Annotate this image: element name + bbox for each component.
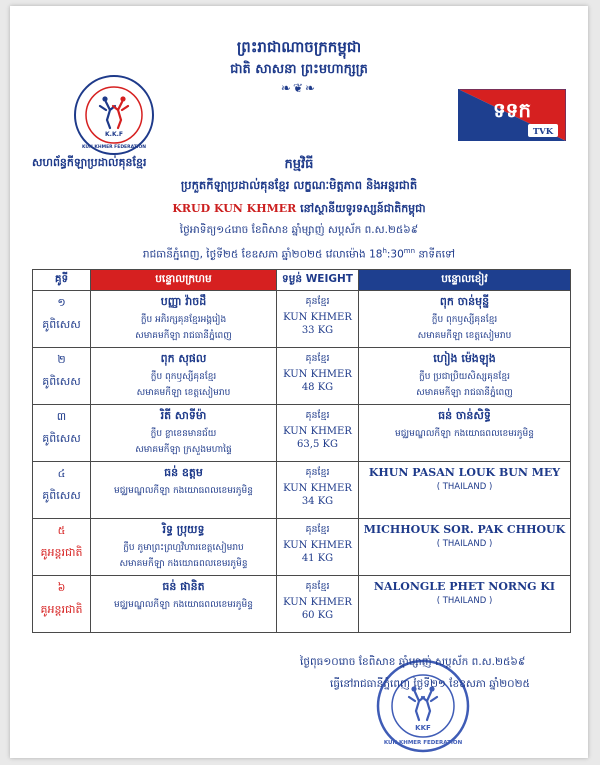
header-weight: ទម្ងន់ WEIGHT bbox=[277, 270, 359, 291]
blue-fighter-name: ពុក ចាន់មុន្នី bbox=[439, 295, 490, 308]
weight-value: 34 KG bbox=[301, 496, 334, 507]
blue-fighter-cell bbox=[359, 519, 571, 576]
style-label-en: KUN KHMER bbox=[283, 426, 352, 437]
event-time-mn: mn bbox=[403, 247, 416, 255]
event-venue: នៅស្ថានីយទូរទស្សន៍ជាតិកម្ពុជា bbox=[300, 202, 426, 215]
weight-value: 60 KG bbox=[301, 610, 334, 621]
bout-category: គូពិសេស bbox=[42, 375, 81, 388]
event-time-suffix: នាទីតទៅ bbox=[415, 248, 456, 261]
blue-fighter-country: ( THAILAND ) bbox=[436, 596, 493, 606]
blue-fighter-cell bbox=[359, 405, 571, 462]
bout-number-cell bbox=[33, 576, 91, 633]
bout-number: ៦ bbox=[57, 581, 66, 594]
blue-fighter-assoc: សមាគមកីឡា ខេត្តសៀមរាប bbox=[417, 331, 512, 341]
red-fighter-club: មជ្ឈមណ្ឌលកីឡា កងយោធពលខេមរភូមិន្ទ bbox=[114, 486, 253, 496]
bout-table bbox=[32, 269, 571, 633]
kingdom-title: ព្រះរាជាណាចក្រកម្ពុជា bbox=[236, 38, 362, 56]
event-name-en: KRUD KUN KHMER bbox=[172, 202, 297, 215]
blue-fighter-cell bbox=[359, 291, 571, 348]
seal-ring-text: KUN KHMER FEDERATION bbox=[383, 740, 463, 746]
red-fighter-name: ធន់ ផានិត bbox=[162, 580, 205, 593]
event-time-colon: : bbox=[386, 248, 391, 261]
blue-fighter-cell bbox=[359, 348, 571, 405]
blue-fighter-name: ធន់ ចាន់សិទ្ធិ bbox=[438, 409, 491, 422]
bout-number: ៤ bbox=[57, 467, 66, 480]
style-label: គុនខ្មែរ bbox=[305, 467, 330, 478]
weight-value: 41 KG bbox=[301, 553, 334, 564]
style-label-en: KUN KHMER bbox=[283, 369, 352, 380]
blue-fighter-club: ក្លឹប ពុកឫស្សីគុនខ្មែរ bbox=[431, 315, 498, 325]
kkf-logo-ring-text: KUN KHMER FEDERATION bbox=[81, 145, 147, 150]
red-fighter-cell bbox=[91, 348, 277, 405]
weight-cell bbox=[277, 462, 359, 519]
bout-number: ៥ bbox=[57, 524, 66, 537]
blue-fighter-country: ( THAILAND ) bbox=[436, 539, 493, 549]
header-ornament: ❧❦❧ bbox=[280, 81, 318, 95]
program-subtitle: ប្រកួតកីឡាប្រដាល់គុនខ្មែរ លក្ខណៈមិត្តភាព និងអន្តរជាតិ bbox=[180, 178, 418, 192]
table-row bbox=[33, 348, 571, 405]
weight-cell bbox=[277, 405, 359, 462]
red-fighter-cell bbox=[91, 291, 277, 348]
national-motto: ជាតិ សាសនា ព្រះមហាក្សត្រ bbox=[230, 62, 368, 77]
bout-number-cell bbox=[33, 462, 91, 519]
red-fighter-assoc: សមាគមកីឡា កងយោធពលខេមរភូមិន្ទ bbox=[119, 559, 248, 569]
weight-value: 48 KG bbox=[301, 382, 334, 393]
style-label-en: KUN KHMER bbox=[283, 483, 352, 494]
red-fighter-assoc: សមាគមកីឡា ក្រសួងមហាផ្ទៃ bbox=[135, 445, 232, 455]
weight-cell bbox=[277, 576, 359, 633]
style-label-en: KUN KHMER bbox=[283, 312, 352, 323]
event-time-hour: 18 bbox=[369, 248, 383, 261]
event-time-min: 30 bbox=[390, 248, 404, 261]
red-fighter-name: រិទ្ធ ប្រុយទ្ធ bbox=[162, 523, 205, 536]
style-label: គុនខ្មែរ bbox=[305, 524, 330, 535]
red-fighter-assoc: សមាគមកីឡា ខេត្តសៀមរាប bbox=[136, 388, 231, 398]
event-time-prefix: វេលាម៉ោង bbox=[325, 248, 370, 261]
event-date-lunar: ថ្ងៃអាទិត្យ១៤រោច ខែពិសាខ ឆ្នាំម្សាញ់ សប្តស័ក ព.ស.២៥៦៩ bbox=[179, 224, 419, 236]
table-header-row bbox=[33, 270, 571, 291]
weight-cell bbox=[277, 348, 359, 405]
bout-category: គូពិសេស bbox=[42, 318, 81, 331]
red-fighter-name: ពុក សុផល bbox=[160, 352, 207, 365]
style-label-en: KUN KHMER bbox=[283, 597, 352, 608]
event-location-time bbox=[10, 247, 588, 264]
red-fighter-name: រិតី សាទីម៉ា bbox=[160, 409, 207, 422]
bout-number: ១ bbox=[57, 296, 66, 309]
bout-number: ៣ bbox=[56, 410, 67, 423]
bout-category: គូពិសេស bbox=[42, 432, 81, 445]
style-label: គុនខ្មែរ bbox=[305, 581, 330, 592]
event-line bbox=[10, 202, 588, 218]
table-row bbox=[33, 462, 571, 519]
bout-number: ២ bbox=[57, 353, 66, 366]
red-fighter-name: បញ្ញា វ៉ាចដឹ bbox=[160, 295, 207, 308]
event-time-h: h bbox=[382, 247, 387, 255]
weight-value: 33 KG bbox=[301, 325, 334, 336]
blue-fighter-name: NALONGLE PHET NORNG KI bbox=[373, 580, 556, 593]
federation-seal bbox=[375, 658, 471, 754]
red-fighter-club: ក្លឹប ពុកឫស្សីគុនខ្មែរ bbox=[150, 372, 217, 382]
style-label: គុនខ្មែរ bbox=[305, 353, 330, 364]
table-row bbox=[33, 405, 571, 462]
red-fighter-cell bbox=[91, 462, 277, 519]
table-row bbox=[33, 576, 571, 633]
kkf-logo bbox=[73, 74, 155, 156]
header-red-corner: បន្ទោលក្រហម bbox=[91, 270, 277, 291]
tvk-logo-khmer: ទទក bbox=[492, 98, 532, 122]
table-row bbox=[33, 291, 571, 348]
red-fighter-club: ក្លឹប អភិរក្សគុនខ្មែរអង្គរៀង bbox=[140, 315, 227, 325]
program-title: កម្មវិធី bbox=[284, 157, 314, 172]
style-label-en: KUN KHMER bbox=[283, 540, 352, 551]
style-label: គុនខ្មែរ bbox=[305, 296, 330, 307]
bout-number-cell bbox=[33, 291, 91, 348]
red-fighter-club: ក្លឹប ភូមាព្រះព្រហ្មវិហារខេត្តសៀមរាប bbox=[123, 543, 244, 553]
bout-number-cell bbox=[33, 519, 91, 576]
blue-fighter-country: ( THAILAND ) bbox=[436, 482, 493, 492]
blue-fighter-club: ក្លឹប ប្រជាប្រិយសិស្សគុនខ្មែរ bbox=[419, 372, 510, 382]
header-bout-no: គូទី bbox=[33, 270, 91, 291]
bout-number-cell bbox=[33, 348, 91, 405]
tvk-logo bbox=[458, 89, 566, 141]
federation-name: សហព័ន្ធកីឡាប្រដាល់គុនខ្មែរ bbox=[32, 156, 147, 169]
weight-cell bbox=[277, 519, 359, 576]
red-fighter-assoc: សមាគមកីឡា រាជធានីភ្នំពេញ bbox=[135, 331, 232, 341]
blue-fighter-name: MICHHOUK SOR. PAK CHHOUK bbox=[363, 523, 566, 536]
blue-fighter-name: ហៀង ម៉េងឡុង bbox=[433, 352, 496, 365]
table-row bbox=[33, 519, 571, 576]
blue-fighter-cell bbox=[359, 576, 571, 633]
red-fighter-cell bbox=[91, 576, 277, 633]
signature-date: ថ្ងៃពុធ១០រោច ខែពិសាខ ឆ្នាំម្សាញ់ សប្តស័ក ព.ស.២៥៦៩ bbox=[300, 656, 526, 668]
red-fighter-cell bbox=[91, 519, 277, 576]
bout-number-cell bbox=[33, 405, 91, 462]
red-fighter-name: ធន់ ឧត្តម bbox=[164, 466, 203, 479]
bout-category: គូអន្តរជាតិ bbox=[40, 603, 83, 616]
blue-fighter-cell bbox=[359, 462, 571, 519]
document-page bbox=[10, 6, 588, 758]
weight-value: 63,5 KG bbox=[297, 439, 338, 450]
signature-place-date: ធ្វើនៅរាជធានីភ្នំពេញ ថ្ងៃទី២១ ខែឧសភា ឆ្នាំ២០២៥ bbox=[330, 678, 530, 690]
event-location: រាជធានីភ្នំពេញ, ថ្ងៃទី២៥ ខែឧសភា ឆ្នាំ២០២៥ bbox=[142, 248, 323, 261]
blue-fighter-club: មជ្ឈមណ្ឌលកីឡា កងយោធពលខេមរភូមិន្ទ bbox=[395, 429, 534, 439]
blue-fighter-assoc: សមាគមកីឡា រាជធានីភ្នំពេញ bbox=[416, 388, 513, 398]
bout-category: គូពិសេស bbox=[42, 489, 81, 502]
kkf-logo-abbr: K.K.F bbox=[105, 131, 123, 138]
weight-cell bbox=[277, 291, 359, 348]
header-blue-corner: បន្ទោលខៀវ bbox=[359, 270, 571, 291]
red-fighter-club: មជ្ឈមណ្ឌលកីឡា កងយោធពលខេមរភូមិន្ទ bbox=[114, 600, 253, 610]
red-fighter-club: ក្លឹប ខ្លាខេនមានជ័យ bbox=[150, 429, 217, 439]
red-fighter-cell bbox=[91, 405, 277, 462]
style-label: គុនខ្មែរ bbox=[305, 410, 330, 421]
blue-fighter-name: KHUN PASAN LOUK BUN MEY bbox=[368, 466, 561, 479]
bout-category: គូអន្តរជាតិ bbox=[40, 546, 83, 559]
seal-abbr: KKF bbox=[415, 724, 431, 732]
tvk-logo-text: TVK bbox=[532, 127, 554, 137]
